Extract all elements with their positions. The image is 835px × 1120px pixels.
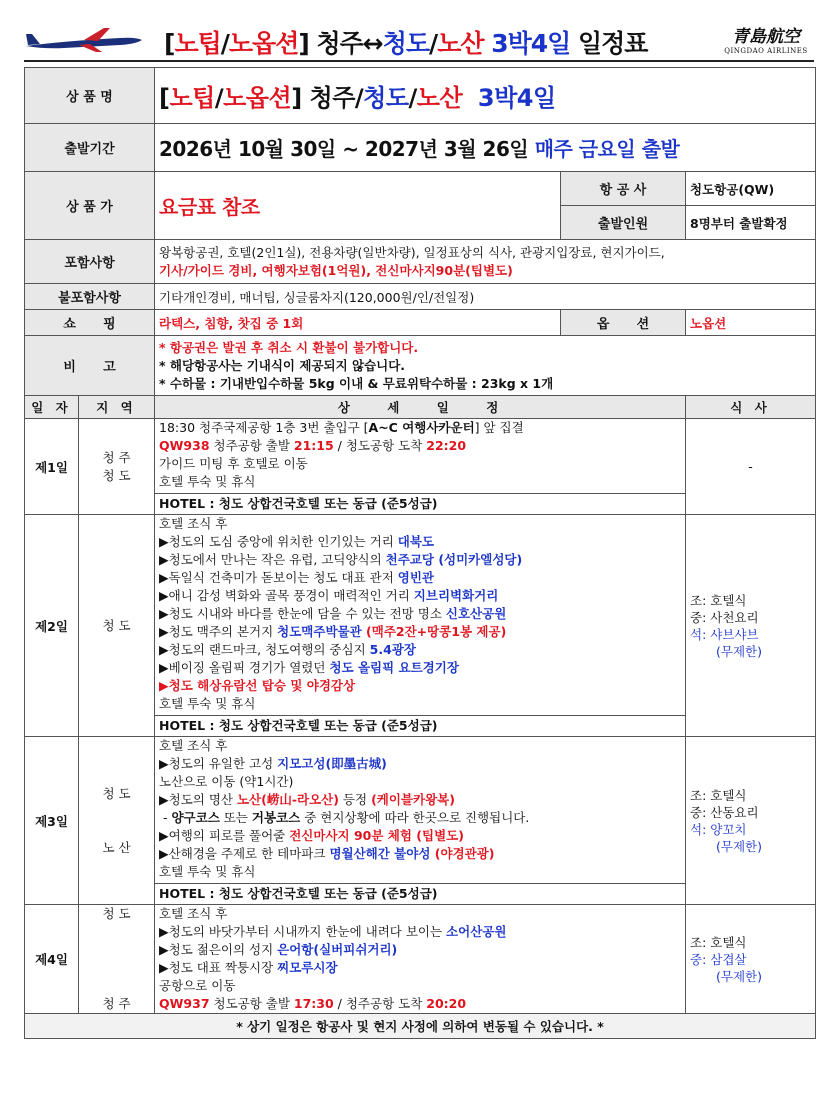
product-name-segment: ] 청주/	[291, 84, 364, 112]
product-name-segment: /	[408, 84, 417, 112]
schedule-body	[25, 419, 816, 1014]
itinerary-line	[159, 587, 681, 605]
itinerary-text: 천주교당 (성미카엘성당)	[385, 552, 523, 567]
itinerary-text: / 청도공항 도착	[333, 438, 427, 453]
region-name	[83, 803, 150, 821]
itinerary-text: 지브리벽화거리	[413, 588, 499, 603]
meal-item: 조: 호텔식	[690, 592, 747, 608]
itinerary-text: ▶청도의 랜드마크, 청도여행의 중심지	[159, 642, 370, 657]
itinerary-text: ▶청도에서 만나는 작은 유럽, 고딕양식의	[159, 552, 386, 567]
region-name	[83, 941, 150, 959]
title-segment: /	[220, 29, 229, 58]
schedule-header	[25, 396, 816, 419]
day-meals	[686, 737, 816, 905]
itinerary-text: (야경관광)	[430, 846, 495, 861]
meal-item: 석: 샤브샤브	[690, 626, 759, 642]
itinerary-text: 20:20	[426, 996, 467, 1011]
itinerary-text: 18:30 청주국제공항 1층 3번 출입구 [	[159, 420, 369, 435]
product-name-label: 상 품 명	[25, 68, 155, 124]
header-divider	[24, 60, 814, 62]
itinerary-text: 17:30	[293, 996, 334, 1011]
day-meals	[686, 905, 816, 1014]
meal-item: 조: 호텔식	[690, 934, 747, 950]
meal-item: 중: 삼겹살	[690, 951, 747, 967]
day-row	[25, 515, 816, 737]
shopping-label: 쇼 핑	[25, 310, 155, 336]
region-name: 노 산	[102, 839, 131, 855]
itinerary-text: ▶독일식 건축미가 돋보이는 청도 대표 관저	[159, 570, 398, 585]
itinerary-line	[159, 791, 681, 809]
itinerary-text: ▶산해경을 주제로 한 테마파크	[159, 846, 330, 861]
itinerary-line	[159, 941, 681, 959]
logo-chinese-text: 青島航空	[732, 27, 800, 47]
title-segment: 노옵션	[228, 29, 299, 58]
itinerary-line	[159, 623, 681, 641]
schedule-footer-note: * 상기 일정은 항공사 및 현지 사정에 의하여 변동될 수 있습니다. *	[25, 1014, 816, 1039]
meal-item: 석: 양꼬치	[690, 821, 747, 837]
itinerary-line	[159, 455, 681, 473]
region-name	[83, 923, 150, 941]
day-label: 제2일	[25, 515, 79, 737]
period-highlight: 매주 금요일 출발	[534, 137, 680, 161]
itinerary-text: ▶베이징 올림픽 경기가 열렸던	[159, 660, 330, 675]
itinerary-text: 노산으로 이동 (약1시간)	[159, 774, 294, 789]
itinerary-text: 양구코스	[171, 810, 220, 825]
itinerary-text: 21:15	[293, 438, 334, 453]
itinerary-line	[159, 677, 681, 695]
itinerary-text: 청도 올림픽 요트경기장	[329, 660, 459, 675]
itinerary-line	[159, 515, 681, 533]
itinerary-text: 대북도	[397, 534, 434, 549]
title-segment: 3박4일	[483, 29, 571, 58]
product-name-segment: 노산	[416, 84, 463, 112]
itinerary-text: 소어산공원	[446, 924, 507, 939]
itinerary-text: ▶청도 맥주의 본거지	[159, 624, 278, 639]
meal-item: (무제한)	[716, 838, 762, 854]
itinerary-line	[159, 641, 681, 659]
day-regions	[79, 737, 155, 905]
document-title	[164, 24, 647, 60]
notes	[155, 336, 816, 396]
region-name: 청 도	[102, 467, 131, 483]
day-row	[25, 419, 816, 515]
product-name-segment: 노팁	[169, 84, 215, 112]
option-value: 노옵션	[686, 310, 816, 336]
itinerary-text: ▶청도의 유일한 고성	[159, 756, 278, 771]
region-name: 청 도	[102, 906, 131, 921]
itinerary-text: -	[159, 810, 172, 825]
itinerary-text: ▶청도의 바닷가부터 시내까지 한눈에 내려다 보이는	[159, 924, 447, 939]
itinerary-text: ▶청도 해상유람선 탑승 및 야경감상	[159, 678, 356, 693]
itinerary-line	[159, 419, 681, 437]
day-column-header: 일 자	[25, 396, 79, 419]
itinerary-text: 등정	[338, 792, 372, 807]
itinerary-text: 영빈관	[397, 570, 434, 585]
itinerary-text: 전신마사지 90분 체험 (팁별도)	[289, 828, 464, 843]
meal-column-header: 식 사	[686, 396, 816, 419]
title-segment: 청도	[382, 29, 430, 58]
product-name-segment: 청도	[363, 84, 409, 112]
period-label: 출발기간	[25, 124, 155, 172]
itinerary-line	[159, 659, 681, 677]
itinerary-text: 22:20	[426, 438, 467, 453]
itinerary-text: 명월산해간 불야성	[329, 846, 431, 861]
document-header	[24, 14, 814, 60]
title-segment: /	[429, 29, 438, 58]
region-name	[83, 977, 150, 995]
meal-item: 조: 호텔식	[690, 787, 747, 803]
itinerary-line	[159, 569, 681, 587]
title-segment: ] 청주↔	[298, 29, 383, 58]
day-regions	[79, 905, 155, 1014]
itinerary-text: 은어항(실버피쉬거리)	[277, 942, 398, 957]
itinerary-text: QW938	[159, 438, 210, 453]
airline-label: 항 공 사	[561, 172, 686, 206]
day-meals	[686, 419, 816, 515]
product-name-segment: /	[214, 84, 224, 112]
day-regions	[79, 515, 155, 737]
itinerary-text: 호텔 조식 후	[159, 738, 228, 753]
included-line-1: 왕복항공권, 호텔(2인1실), 전용차량(일반차량), 일정표상의 식사, 관광지입장료, 현지가이드,	[159, 244, 665, 260]
day-row	[25, 737, 816, 905]
itinerary-text: QW937	[159, 996, 210, 1011]
itinerary-text: 호텔 조식 후	[159, 906, 228, 921]
title-segment: 노산	[437, 29, 484, 58]
product-name-segment: 3박4일	[462, 84, 556, 112]
meal-item: (무제한)	[716, 643, 762, 659]
hotel-info: HOTEL : 청도 상합건국호텔 또는 동급 (준5성급)	[155, 883, 685, 904]
excluded-items: 기타개인경비, 매너팁, 싱글룸차지(120,000원/인/전일정)	[155, 284, 816, 310]
itinerary-text: 중 현지상황에 따라 한곳으로 진행됩니다.	[300, 810, 530, 825]
itinerary-text: ▶청도의 도심 중앙에 위치한 인기있는 거리	[159, 534, 398, 549]
itinerary-text: ▶여행의 피로를 풀어줄	[159, 828, 290, 843]
itinerary-text: 거봉코스	[251, 810, 301, 825]
detail-column-header: 상 세 일 정	[155, 396, 686, 419]
itinerary-line	[159, 533, 681, 551]
region-name: 청 주	[102, 996, 131, 1011]
itinerary-text: 청도공항 출발	[209, 996, 294, 1011]
itinerary-line	[159, 605, 681, 623]
itinerary-line	[159, 773, 681, 791]
itinerary-text: ] 앞 집결	[474, 420, 524, 435]
itinerary-text: 호텔 투숙 및 휴식	[159, 864, 256, 879]
included-items	[155, 240, 816, 284]
period-text: 2026년 10월 30일 ~ 2027년 3월 26일	[159, 137, 529, 161]
included-label: 포함사항	[25, 240, 155, 284]
itinerary-text: 지모고성(即墨古城)	[277, 756, 387, 771]
itinerary-text: ▶청도 대표 짝퉁시장	[159, 960, 278, 975]
itinerary-line	[159, 755, 681, 773]
meal-item: (무제한)	[716, 968, 762, 984]
departure-period	[155, 124, 816, 172]
note-line: * 수하물 : 기내반입수하물 5kg 이내 & 무료위탁수하물 : 23kg x 1개	[159, 375, 554, 391]
itinerary-text: ▶청도 젊은이의 성지	[159, 942, 278, 957]
product-name-segment: [	[159, 84, 170, 112]
meal-item: -	[748, 459, 753, 474]
day-label: 제4일	[25, 905, 79, 1014]
itinerary-line	[159, 959, 681, 977]
itinerary-text: 청도맥주박물관	[277, 624, 362, 639]
itinerary-line	[159, 437, 681, 455]
day-meals	[686, 515, 816, 737]
day-label: 제1일	[25, 419, 79, 515]
day-details	[155, 515, 686, 737]
title-segment: [	[164, 29, 175, 58]
itinerary-text: 또는	[219, 810, 252, 825]
excluded-label: 불포함사항	[25, 284, 155, 310]
min-pax-label: 출발인원	[561, 206, 686, 240]
region-column-header: 지 역	[79, 396, 155, 419]
itinerary-line	[159, 827, 681, 845]
option-label: 옵 션	[561, 310, 686, 336]
itinerary-text: 가이드 미팅 후 호텔로 이동	[159, 456, 308, 471]
itinerary-line	[159, 845, 681, 863]
itinerary-line	[159, 995, 681, 1013]
included-line-2: 기사/가이드 경비, 여행자보험(1억원), 전신마사지90분(팁별도)	[159, 262, 513, 278]
day-label: 제3일	[25, 737, 79, 905]
itinerary-line	[159, 737, 681, 755]
itinerary-text: A~C 여행사카운터	[368, 420, 475, 435]
itinerary-line	[159, 863, 681, 881]
region-name: 청 도	[102, 785, 131, 801]
itinerary-text: ▶청도의 명산	[159, 792, 237, 807]
airline-logo	[718, 22, 814, 55]
product-name	[155, 68, 816, 124]
logo-english-text: QINGDAO AIRLINES	[724, 47, 808, 55]
hotel-info: HOTEL : 청도 상합건국호텔 또는 동급 (준5성급)	[155, 715, 685, 736]
notes-label: 비 고	[25, 336, 155, 396]
airplane-icon	[24, 24, 144, 54]
hotel-info: HOTEL : 청도 상합건국호텔 또는 동급 (준5성급)	[155, 493, 685, 514]
day-details	[155, 905, 686, 1014]
day-regions	[79, 419, 155, 515]
shopping-value: 라텍스, 침향, 찻집 중 1회	[155, 310, 561, 336]
itinerary-text: ▶애니 감성 벽화와 골목 풍경이 매력적인 거리	[159, 588, 414, 603]
itinerary-line	[159, 809, 681, 827]
itinerary-text: 호텔 조식 후	[159, 516, 228, 531]
itinerary-line	[159, 695, 681, 713]
itinerary-text: 공항으로 이동	[159, 978, 236, 993]
price-label: 상 품 가	[25, 172, 155, 240]
itinerary-text: 5.4광장	[369, 642, 416, 657]
itinerary-text: 신호산공원	[445, 606, 507, 621]
itinerary-text: 호텔 투숙 및 휴식	[159, 696, 256, 711]
itinerary-text: 찌모루시장	[277, 960, 338, 975]
title-segment: 일정표	[570, 29, 648, 58]
itinerary-line	[159, 551, 681, 569]
itinerary-line	[159, 905, 681, 923]
note-line: * 항공권은 발권 후 취소 시 환불이 불가합니다.	[159, 339, 419, 355]
meal-item: 중: 사천요리	[690, 609, 759, 625]
min-pax-value: 8명부터 출발확정	[686, 206, 816, 240]
itinerary-line	[159, 977, 681, 995]
region-name: 청 도	[102, 617, 131, 633]
itinerary-table	[24, 67, 816, 1039]
region-name: 청 주	[102, 449, 131, 465]
region-name	[83, 959, 150, 977]
day-details	[155, 737, 686, 905]
itinerary-line	[159, 923, 681, 941]
product-name-segment: 노옵션	[223, 84, 292, 112]
title-segment: 노팁	[174, 29, 221, 58]
itinerary-text: / 청주공항 도착	[333, 996, 427, 1011]
itinerary-text: (맥주2잔+땅콩1봉 제공)	[361, 624, 507, 639]
day-details	[155, 419, 686, 515]
itinerary-text: 호텔 투숙 및 휴식	[159, 474, 256, 489]
itinerary-text: ▶청도 시내와 바다를 한눈에 담을 수 있는 전망 명소	[159, 606, 446, 621]
itinerary-line	[159, 473, 681, 491]
itinerary-text: 청주공항 출발	[209, 438, 294, 453]
airline-value: 청도항공(QW)	[686, 172, 816, 206]
meal-item: 중: 산동요리	[690, 804, 759, 820]
note-line: * 해당항공사는 기내식이 제공되지 않습니다.	[159, 357, 406, 373]
price-value: 요금표 참조	[155, 172, 561, 240]
day-row	[25, 905, 816, 1014]
itinerary-text: 노산(崂山-라오산)	[236, 792, 339, 807]
itinerary-text: (케이블카왕복)	[371, 792, 455, 807]
region-name	[83, 821, 150, 839]
